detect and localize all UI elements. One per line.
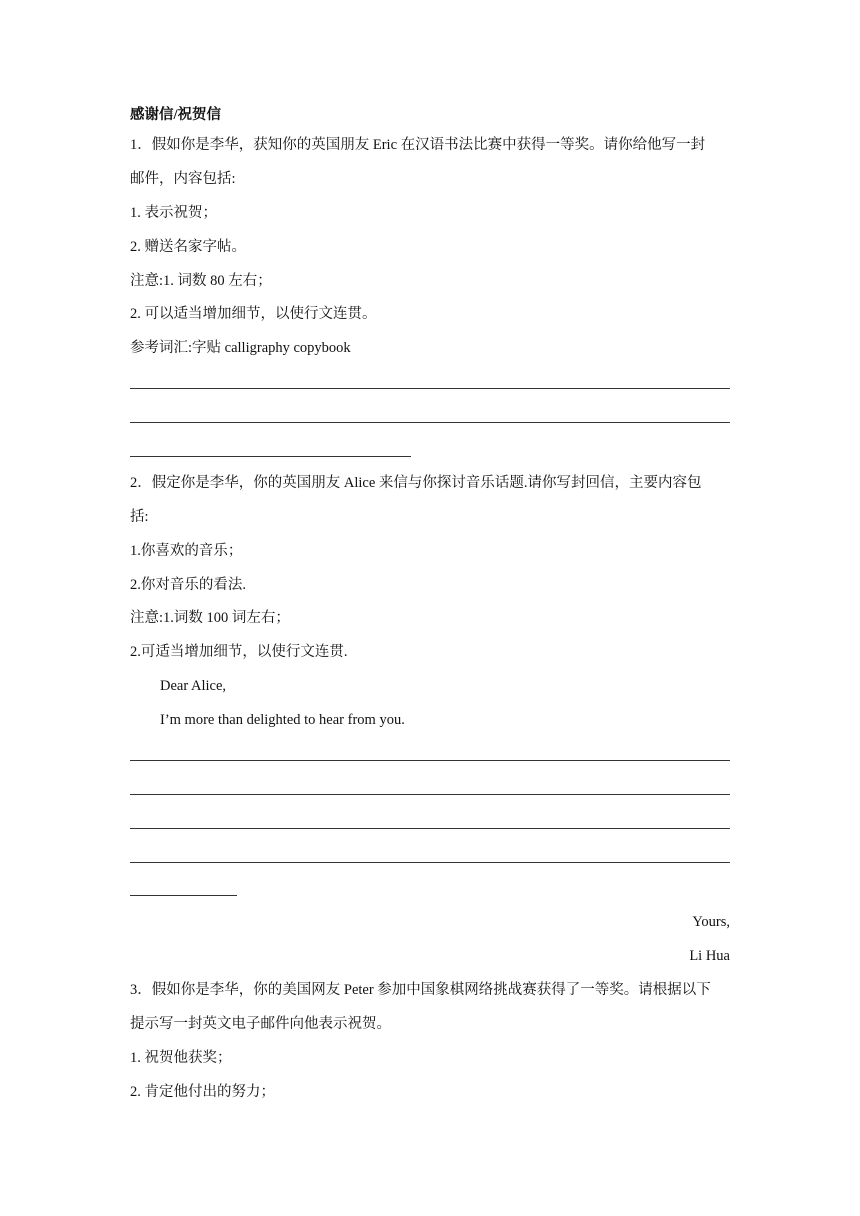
q1-vocab: 参考词汇:字贴 calligraphy copybook [130,340,351,356]
q2-answer-line [130,862,730,863]
q1-point-1: 1. 表示祝贺； [130,205,217,221]
q2-answer-line [130,895,237,896]
q2-note-1: 注意:1.词数 100 词左右； [130,610,290,626]
q2-answer-line [130,794,730,795]
q2-point-1: 1.你喜欢的音乐； [130,543,243,559]
q1-answer-line [130,422,730,423]
q2-prompt-line2: 括: [130,509,149,525]
q2-signature: Li Hua [689,948,730,964]
q1-answer-line [130,456,411,457]
q3-point-2: 2. 肯定他付出的努力； [130,1084,275,1100]
q2-answer-line [130,760,730,761]
section-title: 感谢信/祝贺信 [130,107,222,123]
q2-answer-line [130,828,730,829]
q1-answer-line [130,388,730,389]
q2-opening-sentence: I’m more than delighted to hear from you. [160,712,405,728]
q2-closing: Yours, [692,914,730,930]
q3-point-1: 1. 祝贺他获奖； [130,1050,232,1066]
q3-prompt-line2: 提示写一封英文电子邮件向他表示祝贺。 [130,1016,391,1032]
q1-prompt-line2: 邮件，内容包括: [130,171,236,187]
q1-prompt-line1: 1．假如你是李华，获知你的英国朋友 Eric 在汉语书法比赛中获得一等奖。请你给他写一封 [130,137,706,153]
q2-prompt-line1: 2．假定你是李华，你的英国朋友 Alice 来信与你探讨音乐话题.请你写封回信，主要内容包 [130,475,702,491]
q1-note-2: 2. 可以适当增加细节，以使行文连贯。 [130,306,377,322]
q2-note-2: 2.可适当增加细节，以使行文连贯. [130,644,348,660]
q2-point-2: 2.你对音乐的看法. [130,577,246,593]
q1-note-1: 注意:1. 词数 80 左右； [130,273,272,289]
q3-prompt-line1: 3．假如你是李华，你的美国网友 Peter 参加中国象棋网络挑战赛获得了一等奖。请根据以下 [130,982,711,998]
q2-salutation: Dear Alice, [160,678,227,694]
q1-point-2: 2. 赠送名家字帖。 [130,239,246,255]
